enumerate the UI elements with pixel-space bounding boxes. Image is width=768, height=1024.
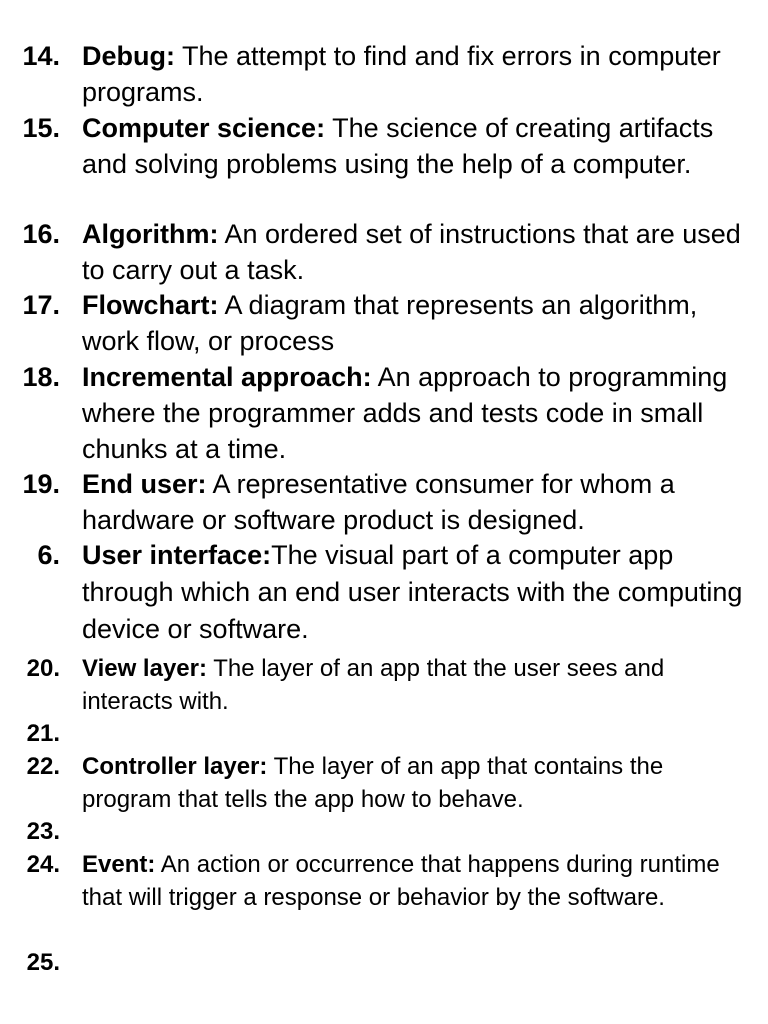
item-text [82, 359, 746, 467]
item-term: User interface: [82, 540, 272, 570]
item-text [82, 652, 746, 718]
item-text [82, 750, 746, 816]
item-definition: The layer of an app that the user sees and interacts with. [82, 655, 665, 715]
item-number: 23. [26, 818, 60, 845]
item-text [82, 110, 746, 182]
item-number: 24. [26, 851, 60, 878]
item-text [82, 848, 746, 914]
item-number: 19. [22, 469, 60, 499]
item-term: Event: [82, 851, 156, 878]
item-term: Incremental approach: [82, 362, 372, 392]
item-definition: A representative consumer for whom a hardware or software product is designed. [82, 469, 675, 535]
item-text [82, 38, 746, 110]
item-term: End user: [82, 469, 207, 499]
item-text [82, 287, 746, 359]
item-definition: The layer of an app that contains the program that tells the app how to behave. [82, 753, 664, 813]
item-term: View layer: [82, 655, 207, 682]
item-definition: An action or occurrence that happens during runtime that will trigger a response or behavior by the software. [82, 851, 720, 911]
item-definition: A diagram that represents an algorithm, work flow, or process [82, 290, 698, 356]
item-number: 21. [26, 720, 60, 747]
item-text [82, 216, 746, 288]
item-term: Flowchart: [82, 290, 219, 320]
item-number: 6. [37, 540, 60, 570]
item-text [82, 466, 746, 538]
item-definition: An approach to programming where the programmer adds and tests code in small chunks at a time. [82, 362, 728, 464]
item-number: 15. [22, 113, 60, 143]
item-number: 16. [22, 219, 60, 249]
item-number: 14. [22, 41, 60, 71]
item-term: Debug: [82, 41, 175, 71]
item-term: Algorithm: [82, 219, 219, 249]
item-definition: The attempt to find and fix errors in computer programs. [82, 41, 721, 107]
item-number: 18. [22, 362, 60, 392]
item-number: 17. [22, 290, 60, 320]
item-number: 22. [26, 753, 60, 780]
item-definition: An ordered set of instructions that are used to carry out a task. [82, 219, 741, 285]
item-number: 20. [26, 655, 60, 682]
item-text [82, 537, 746, 648]
item-term: Controller layer: [82, 753, 268, 780]
item-definition: The science of creating artifacts and solving problems using the help of a computer. [82, 113, 714, 179]
item-number: 25. [26, 949, 60, 976]
item-term: Computer science: [82, 113, 326, 143]
item-definition: The visual part of a computer app through which an end user interacts with the computing device or software. [82, 540, 743, 644]
